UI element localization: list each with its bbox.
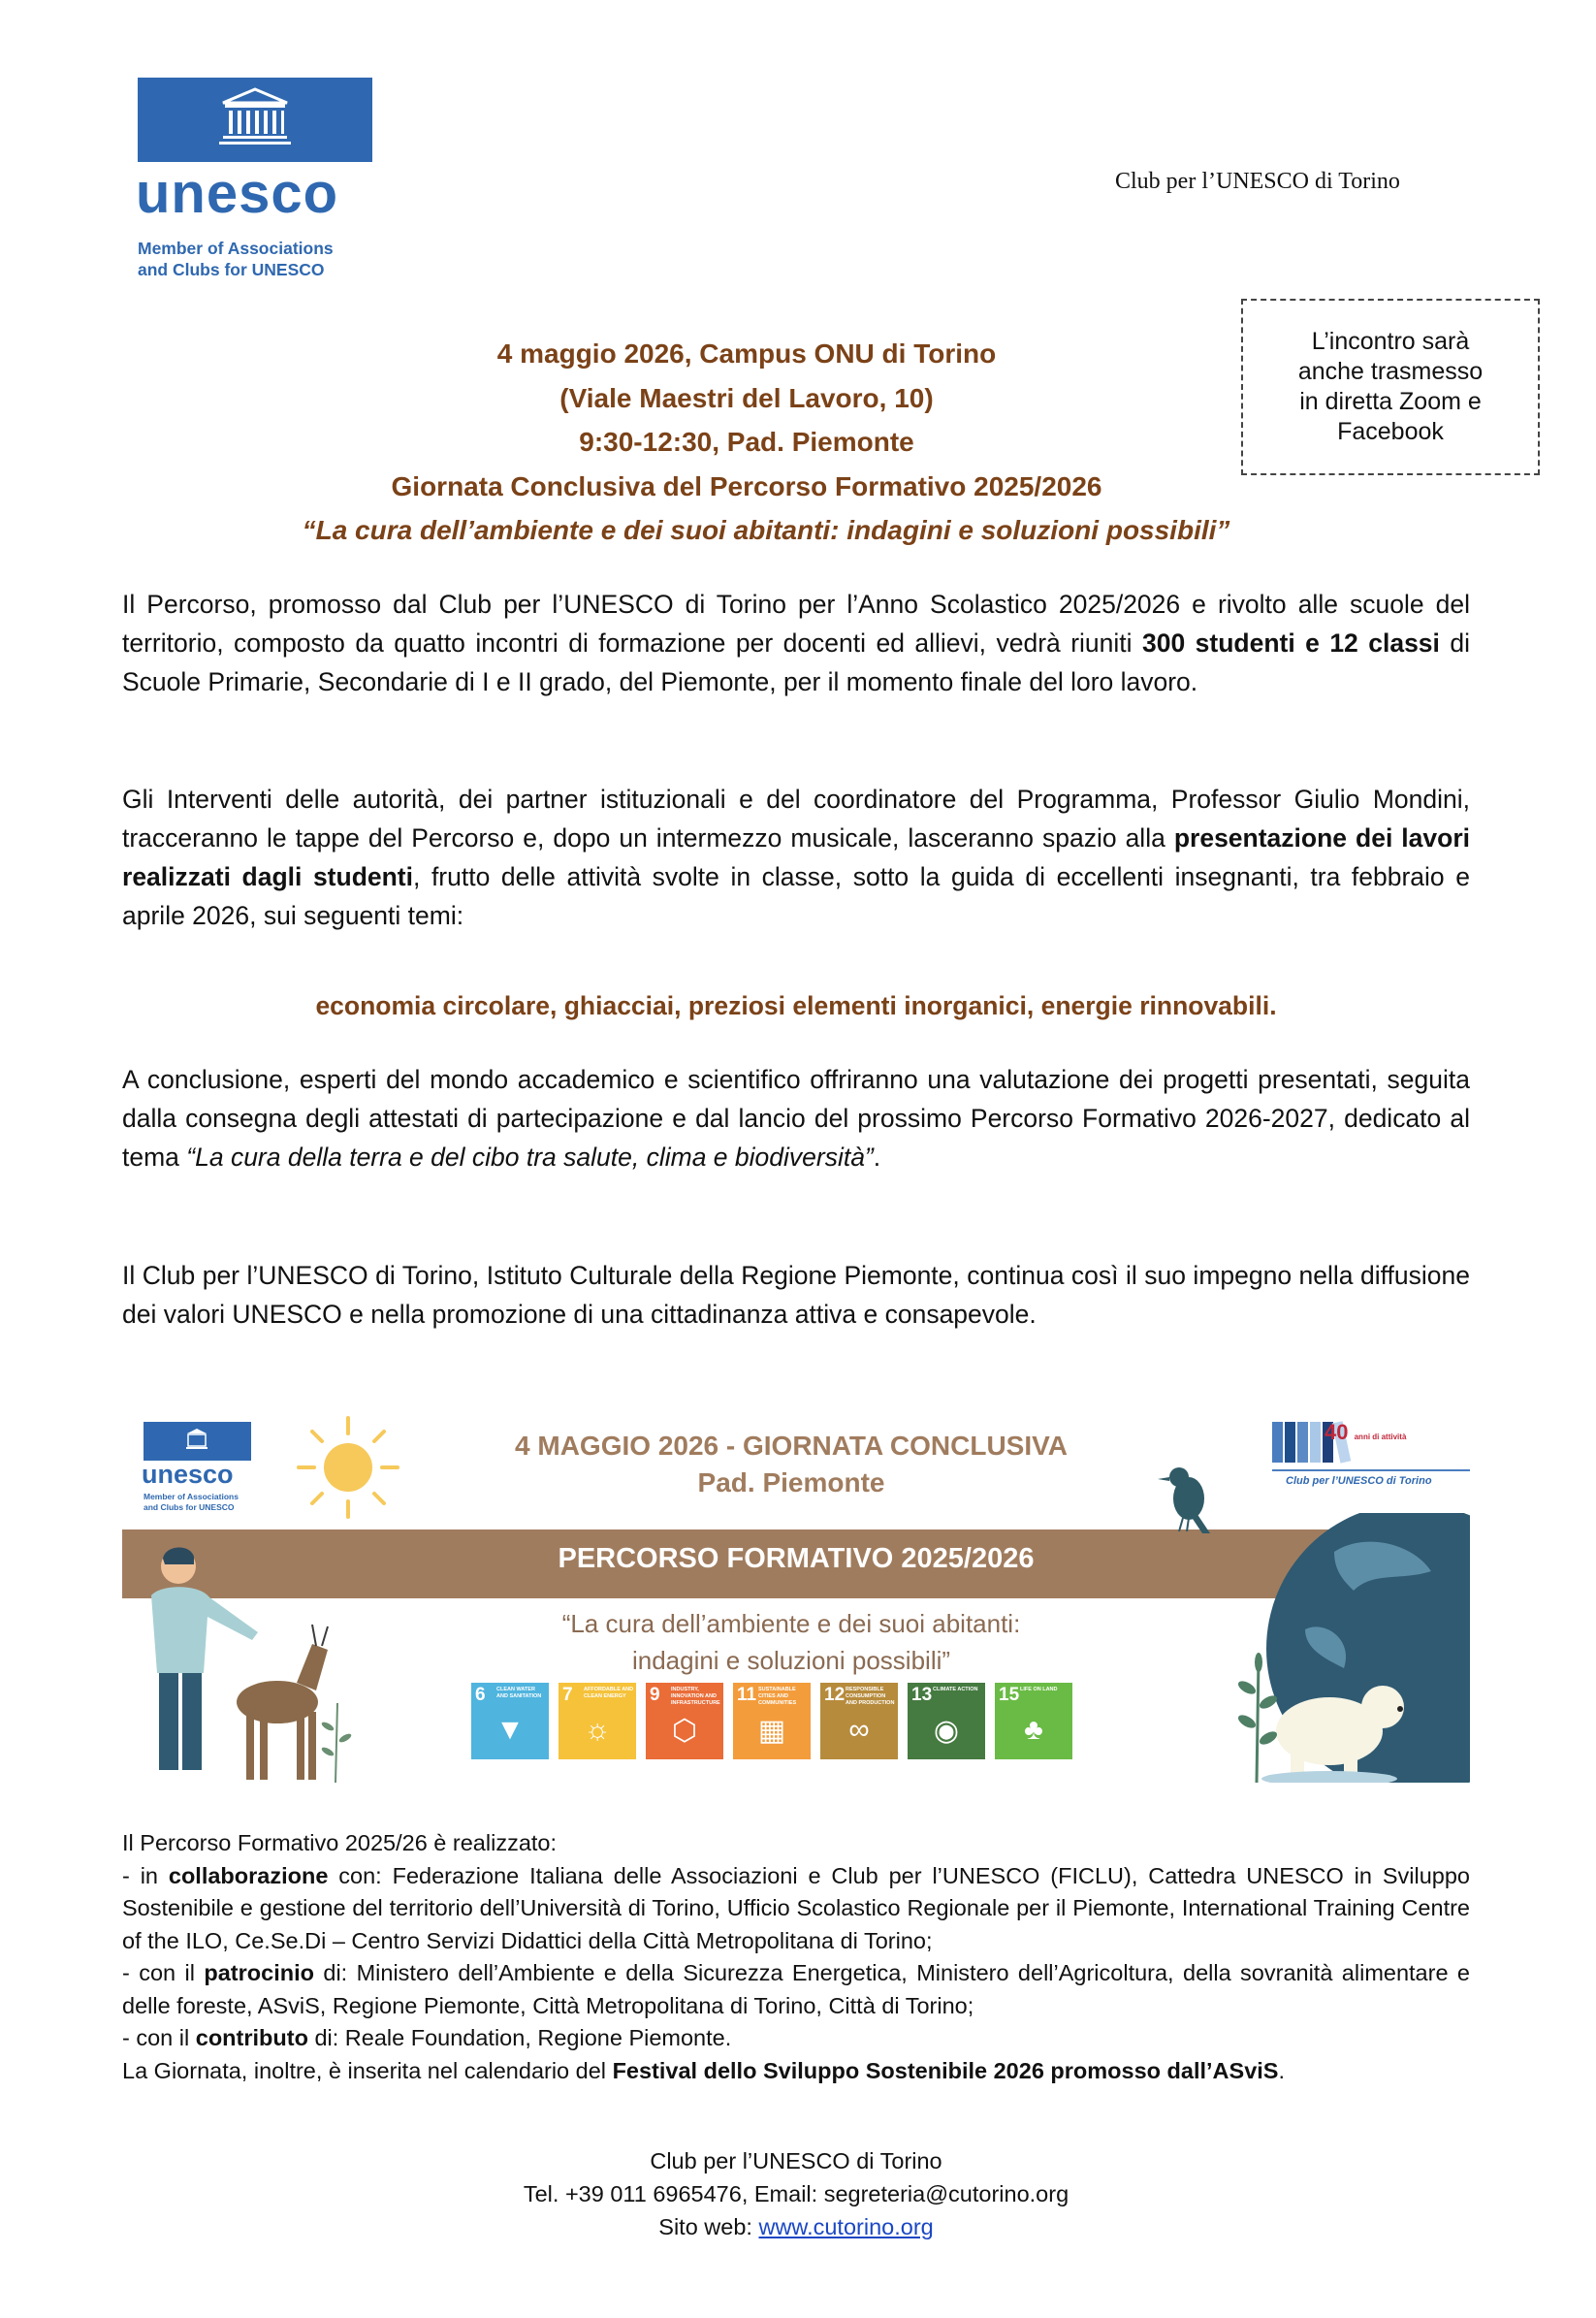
banner-quote-line: indagini e soluzioni possibili” bbox=[631, 1646, 951, 1675]
website-label: Sito web: bbox=[658, 2214, 759, 2239]
club-logo-name: Club per l’UNESCO di Torino bbox=[1286, 1475, 1432, 1487]
italic-text: “La cura della terra e del cibo tra salute, clima e biodiversità” bbox=[186, 1143, 874, 1172]
bird-icon bbox=[1150, 1460, 1228, 1535]
event-heading bbox=[252, 332, 1241, 545]
banner-quote-line: “La cura dell’ambiente e dei suoi abitanti: bbox=[561, 1609, 1021, 1638]
sdg-tile-6 bbox=[471, 1683, 549, 1759]
paragraph-club: Il Club per l’UNESCO di Torino, Istituto Culturale della Regione Piemonte, continua così il suo impegno nella diffusione dei valori UNESCO e nella promozione di una cittadinanza attiva e consapevole. bbox=[122, 1261, 1470, 1329]
bold-text: Festival dello Sviluppo Sostenibile 2026 promosso dall’ASviS bbox=[612, 2057, 1279, 2083]
banner-title bbox=[432, 1428, 1150, 1501]
text: A conclusione, esperti del mondo accademico e scientifico offriranno una valutazione dei progetti presentati, seguita dalla consegna degli attestati di partecipazione e dal lancio del prossimo Percorso Formativo 2026-2027, dedicato al tema bbox=[122, 1065, 1470, 1172]
patronage-list bbox=[122, 1957, 1470, 2022]
event-subtitle: “La cura dell’ambiente e dei suoi abitanti: indagini e soluzioni possibili” bbox=[302, 515, 1230, 545]
text: - in bbox=[122, 1862, 169, 1888]
subtitle-line: Member of Associations bbox=[144, 1492, 239, 1501]
paragraph-intro bbox=[122, 585, 1470, 701]
text: di: Reale Foundation, Regione Piemonte. bbox=[307, 2025, 732, 2050]
text: . bbox=[1278, 2057, 1286, 2083]
unesco-temple-icon bbox=[138, 78, 372, 162]
organization-name: Club per l’UNESCO di Torino bbox=[1115, 169, 1400, 194]
event-banner-image bbox=[122, 1406, 1470, 1783]
anniversary-label bbox=[1325, 1420, 1406, 1445]
sdg-tile-11 bbox=[733, 1683, 811, 1759]
streaming-notice-box bbox=[1241, 299, 1540, 475]
bold-text: patrocinio bbox=[204, 1960, 314, 1985]
plant-icon bbox=[316, 1697, 355, 1783]
sdg-number: 9 bbox=[650, 1685, 660, 1705]
text: con: Federazione Italiana delle Associazioni e Club per l’UNESCO (FICLU), Cattedra UNESCO in Sviluppo Sostenibile e gestione del territorio dell’Università di Torino, Ufficio Scolastico Regionale per il Piemonte, International Training Centre of the ILO, Ce.Se.Di – Centro Servizi Didattici della Città Metropolitana di Torino; bbox=[122, 1862, 1470, 1953]
notice-line: anche trasmesso bbox=[1297, 358, 1484, 385]
banner-unesco-subtitle bbox=[144, 1492, 239, 1513]
text: . bbox=[873, 1143, 881, 1172]
banner-title-line: Pad. Piemonte bbox=[697, 1467, 885, 1497]
sdg-number: 13 bbox=[911, 1685, 933, 1705]
sdg-tile-9 bbox=[646, 1683, 723, 1759]
sdg-label: INDUSTRY, INNOVATION AND INFRASTRUCTURE bbox=[671, 1687, 720, 1706]
sdg-tile-12 bbox=[820, 1683, 898, 1759]
unesco-wordmark: unesco bbox=[136, 162, 339, 225]
anniversary-number: 40 bbox=[1325, 1420, 1349, 1444]
sdg-tile-13 bbox=[908, 1683, 985, 1759]
sdg-label: AFFORDABLE AND CLEAN ENERGY bbox=[584, 1687, 634, 1699]
sdg-tile-15 bbox=[995, 1683, 1072, 1759]
text: di Scuole Primarie, Secondarie di I e II grado, del Piemonte, per il momento finale del loro lavoro. bbox=[122, 628, 1470, 696]
sdg-tile-7 bbox=[559, 1683, 636, 1759]
sdg-number: 12 bbox=[824, 1685, 846, 1705]
event-title: Giornata Conclusiva del Percorso Formativo 2025/2026 bbox=[391, 470, 1102, 501]
website-link[interactable]: www.cutorino.org bbox=[758, 2214, 934, 2239]
bold-text: collaborazione bbox=[168, 1862, 329, 1888]
sdg-label: RESPONSIBLE CONSUMPTION AND PRODUCTION bbox=[846, 1687, 895, 1706]
anniversary-text: anni di attività bbox=[1354, 1433, 1407, 1441]
collaborators-section bbox=[122, 1827, 1470, 2087]
eye-globe-icon: ◉ bbox=[933, 1715, 960, 1747]
logo-subtitle-line: Member of Associations bbox=[138, 239, 334, 258]
notice-line: Facebook bbox=[1337, 418, 1444, 445]
city-icon: ▦ bbox=[757, 1715, 786, 1747]
footer-contacts bbox=[122, 2144, 1470, 2243]
festival-note bbox=[122, 2055, 1470, 2088]
banner-strip-title: PERCORSO FORMATIVO 2025/2026 bbox=[558, 1543, 1035, 1574]
sun-icon bbox=[295, 1414, 401, 1521]
notice-line: L’incontro sarà bbox=[1311, 328, 1470, 355]
themes-list: economia circolare, ghiacciai, preziosi elementi inorganici, energie rinnovabili. bbox=[315, 991, 1277, 1020]
bold-text: contributo bbox=[195, 2025, 308, 2050]
banner-unesco-logo bbox=[144, 1422, 251, 1461]
unesco-logo-box bbox=[138, 78, 372, 162]
sdg-label: CLIMATE ACTION bbox=[933, 1687, 978, 1692]
sdg-number: 6 bbox=[475, 1685, 486, 1705]
unesco-temple-icon bbox=[144, 1422, 251, 1461]
bold-text: 300 studenti e 12 classi bbox=[1141, 628, 1440, 658]
footer-org: Club per l’UNESCO di Torino bbox=[650, 2148, 942, 2173]
event-time-room: 9:30-12:30, Pad. Piemonte bbox=[579, 427, 914, 457]
event-date-place: 4 maggio 2026, Campus ONU di Torino bbox=[496, 338, 997, 369]
banner-quote bbox=[432, 1605, 1150, 1679]
banner-unesco-wordmark: unesco bbox=[142, 1460, 234, 1489]
subtitle-line: and Clubs for UNESCO bbox=[144, 1502, 235, 1512]
text: - con il bbox=[122, 2025, 196, 2050]
paragraph-program bbox=[122, 780, 1470, 935]
logo-subtitle-line: and Clubs for UNESCO bbox=[138, 260, 325, 279]
text: Il Percorso, promosso dal Club per l’UNESCO di Torino per l’Anno Scolastico 2025/2026 e rivolto alle scuole del territorio, composto da quatto incontri di formazione per docenti ed allievi, vedrà riuniti bbox=[122, 590, 1470, 658]
notice-line: in diretta Zoom e bbox=[1299, 388, 1482, 415]
sun-power-icon: ☼ bbox=[584, 1714, 611, 1746]
sdg-label: CLEAN WATER AND SANITATION bbox=[496, 1687, 542, 1699]
infinity-icon: ∞ bbox=[848, 1714, 870, 1746]
contribution-list bbox=[122, 2022, 1470, 2055]
plant-icon bbox=[1228, 1649, 1286, 1783]
sdg-label: LIFE ON LAND bbox=[1020, 1687, 1058, 1692]
collaborators-intro: Il Percorso Formativo 2025/26 è realizzato: bbox=[122, 1830, 558, 1855]
water-glass-icon: ▼ bbox=[495, 1714, 525, 1746]
collaboration-list bbox=[122, 1860, 1470, 1958]
sdg-number: 11 bbox=[737, 1685, 757, 1705]
sdg-goals-row bbox=[471, 1683, 1072, 1759]
text: , frutto delle attività svolte in classe, sotto la guida di eccellenti insegnanti, tra febbraio e aprile 2026, sui seguenti temi: bbox=[122, 862, 1470, 930]
unesco-logo-subtitle bbox=[138, 238, 334, 280]
footer-website bbox=[122, 2210, 1470, 2243]
sdg-number: 15 bbox=[999, 1685, 1020, 1705]
bold-text: presentazione dei lavori realizzati dagli studenti bbox=[122, 823, 1471, 891]
footer-contact: Tel. +39 011 6965476, Email: segreteria@cutorino.org bbox=[523, 2181, 1069, 2206]
event-address: (Viale Maestri del Lavoro, 10) bbox=[559, 382, 934, 413]
tree-icon: ♣ bbox=[1024, 1714, 1043, 1746]
text: - con il bbox=[122, 1960, 205, 1985]
text: La Giornata, inoltre, è inserita nel calendario del bbox=[122, 2057, 613, 2083]
paragraph-conclusion bbox=[122, 1060, 1470, 1176]
club-logo-divider bbox=[1272, 1469, 1470, 1471]
banner-title-line: 4 MAGGIO 2026 - GIORNATA CONCLUSIVA bbox=[515, 1431, 1068, 1461]
sdg-label: SUSTAINABLE CITIES AND COMMUNITIES bbox=[758, 1687, 797, 1706]
text: Gli Interventi delle autorità, dei partner istituzionali e del coordinatore del Programma, Professor Giulio Mondini, tracceranno le tappe del Percorso e, dopo un intermezzo musicale, lasceranno spazio alla bbox=[122, 785, 1470, 853]
text: di: Ministero dell’Ambiente e della Sicurezza Energetica, Ministero dell’Agricoltura, della sovranità alimentare e delle foreste, ASviS, Regione Piemonte, Città Metropolitana di Torino, Città di Torino; bbox=[122, 1960, 1470, 2018]
cubes-icon: ⬡ bbox=[671, 1715, 698, 1747]
sdg-number: 7 bbox=[562, 1685, 573, 1705]
